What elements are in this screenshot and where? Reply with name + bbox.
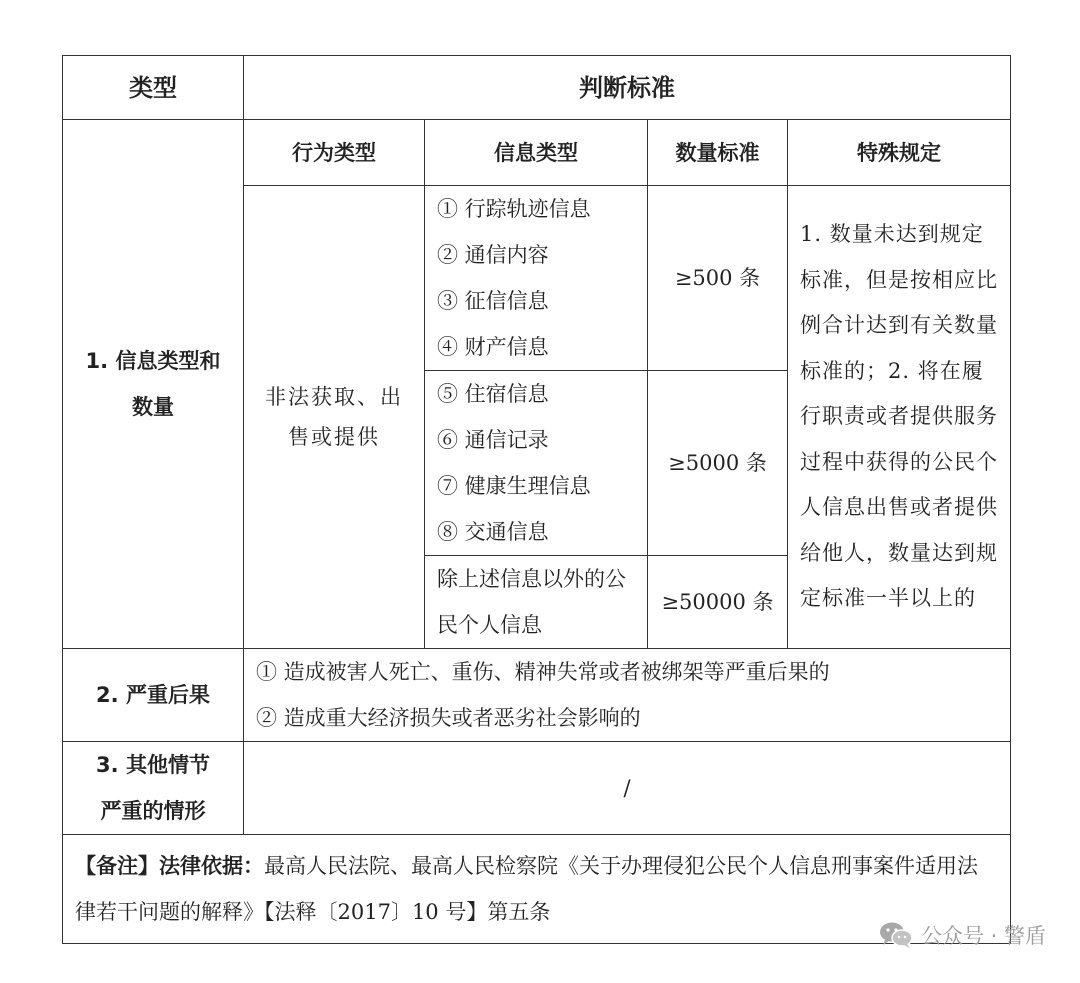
subheader-act-type: 行为类型 (244, 120, 425, 186)
note-text: 最高人民法院、最高人民检察院《关于办理侵犯公民个人信息刑事案件适用法律若干问题的解释》【法释〔2017〕10 号】第五条 (75, 854, 978, 924)
info-item: ⑦ 健康生理信息 (437, 474, 591, 498)
info-group-1 (425, 186, 648, 371)
info-item: ⑧ 交通信息 (437, 520, 549, 544)
consequence-item: ② 造成重大经济损失或者恶劣社会影响的 (256, 706, 641, 730)
watermark (879, 920, 1046, 950)
watermark-text: 公众号 · 警盾 (920, 924, 1046, 948)
subheader-info-type: 信息类型 (425, 120, 648, 186)
info-item: ① 行踪轨迹信息 (437, 197, 591, 221)
header-criteria: 判断标准 (244, 56, 1011, 120)
special-rules: 1. 数量未达到规定标准，但是按相应比例合计达到有关数量标准的；2. 将在履行职责或者提供服务过程中获得的公民个人信息出售或者提供给他人，数量达到规定标准一半以上的 (788, 186, 1011, 649)
info-group-3: 除上述信息以外的公民个人信息 (425, 556, 648, 649)
header-type: 类型 (63, 56, 244, 120)
legal-note (63, 835, 1011, 944)
row1-act: 非法获取、出售或提供 (244, 186, 425, 649)
threshold-1: ≥500 条 (648, 186, 788, 371)
info-item: ③ 征信信息 (437, 289, 549, 313)
note-label: 【备注】法律依据： (75, 854, 264, 878)
row2-category: 2. 严重后果 (63, 649, 244, 742)
info-item: ② 通信内容 (437, 243, 549, 267)
consequence-item: ① 造成被害人死亡、重伤、精神失常或者被绑架等严重后果的 (256, 660, 830, 684)
row3-content: / (244, 742, 1011, 835)
info-item: ⑤ 住宿信息 (437, 382, 549, 406)
info-item: ④ 财产信息 (437, 335, 549, 359)
info-group-2 (425, 371, 648, 556)
info-item: ⑥ 通信记录 (437, 428, 549, 452)
row3-category: 3. 其他情节严重的情形 (63, 742, 244, 835)
wechat-icon (879, 921, 913, 949)
threshold-2: ≥5000 条 (648, 371, 788, 556)
subheader-special: 特殊规定 (788, 120, 1011, 186)
row2-content (244, 649, 1011, 742)
threshold-3: ≥50000 条 (648, 556, 788, 649)
criteria-table (62, 55, 1011, 944)
row1-category: 1. 信息类型和数量 (63, 120, 244, 649)
subheader-quantity: 数量标准 (648, 120, 788, 186)
